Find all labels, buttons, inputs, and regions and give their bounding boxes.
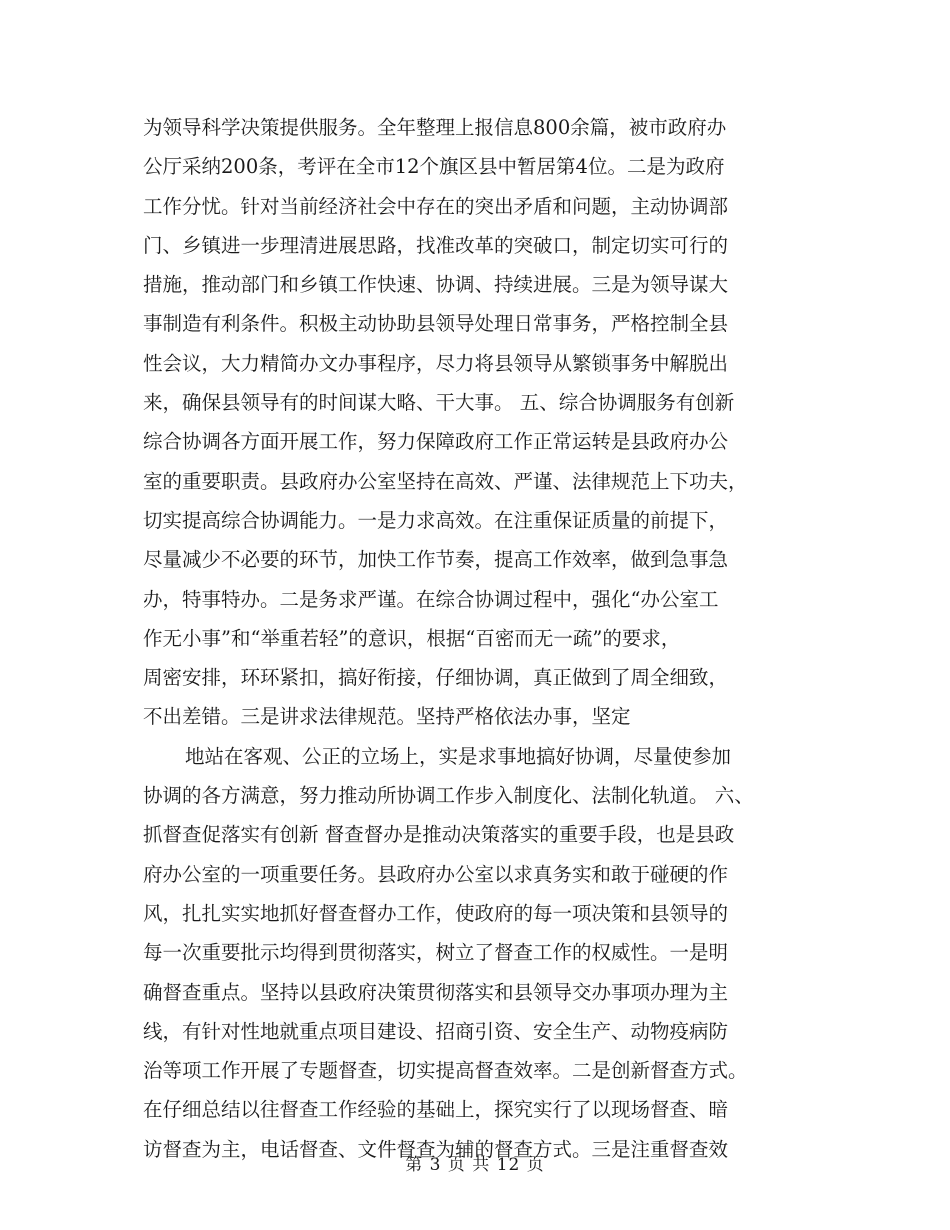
text-line: 来，确保县领导有的时间谋大略、干大事。 五、综合协调服务有创新: [143, 391, 735, 415]
text-line: 为领导科学决策提供服务。全年整理上报信息800余篇，被市政府办: [143, 116, 727, 139]
text-line: 不出差错。三是讲求法律规范。坚持严格依法办事，坚定: [143, 705, 631, 729]
text-line: 抓督查促落实有创新 督查督办是推动决策落实的重要手段，也是县政: [143, 823, 735, 847]
text-line: 周密安排，环环紧扣，搞好衔接，仔细协调，真正做到了周全细致，: [143, 666, 729, 690]
text-line: 治等项工作开展了专题督查，切实提高督查效率。二是创新督查方式。: [143, 1059, 748, 1083]
text-line: 确督查重点。坚持以县政府决策贯彻落实和县领导交办事项办理为主: [143, 980, 729, 1004]
page-number-footer: 第 3 页 共 12 页: [405, 1155, 545, 1175]
text-line: 公厅采纳200条，考评在全市12个旗区县中暂居第4位。二是为政府: [143, 155, 725, 179]
paragraph-start-line: 地站在客观、公正的立场上，实是求事地搞好协调，尽量使参加: [185, 744, 732, 768]
body-text: [143, 108, 813, 1169]
text-line: 措施，推动部门和乡镇工作快速、协调、持续进展。三是为领导谋大: [143, 273, 729, 297]
text-line: 性会议，大力精简办文办事程序，尽力将县领导从繁锁事务中解脱出: [143, 351, 729, 375]
text-line: 访督查为主，电话督查、文件督查为辅的督查方式。三是注重督查效: [143, 1137, 729, 1161]
text-line: 综合协调各方面开展工作，努力保障政府工作正常运转是县政府办公: [143, 430, 729, 454]
text-line: 门、乡镇进一步理清进展思路，找准改革的突破口，制定切实可行的: [143, 233, 729, 257]
text-line: 室的重要职责。县政府办公室坚持在高效、严谨、法律规范上下功夫，: [143, 469, 748, 493]
text-line: 作无小事”和“举重若轻”的意识，根据“百密而无一疏”的要求，: [143, 626, 681, 650]
text-line: 尽量减少不必要的环节，加快工作节奏，提高工作效率，做到急事急: [143, 548, 729, 572]
text-line: 事制造有利条件。积极主动协助县领导处理日常事务，严格控制全县: [143, 312, 729, 336]
text-line: 风，扎扎实实地抓好督查督办工作，使政府的每一项决策和县领导的: [143, 901, 729, 925]
text-line: 工作分忧。针对当前经济社会中存在的突出矛盾和问题，主动协调部: [143, 194, 729, 218]
text-line: 在仔细总结以往督查工作经验的基础上，探究实行了以现场督查、暗: [143, 1098, 729, 1122]
text-line: 线，有针对性地就重点项目建设、招商引资、安全生产、动物疫病防: [143, 1019, 729, 1043]
text-line: 协调的各方满意，努力推动所协调工作步入制度化、法制化轨道。 六、: [143, 784, 754, 808]
text-line: 府办公室的一项重要任务。县政府办公室以求真务实和敢于碰硬的作: [143, 862, 729, 886]
text-line: 切实提高综合协调能力。一是力求高效。在注重保证质量的前提下，: [143, 508, 729, 532]
text-line: 每一次重要批示均得到贯彻落实，树立了督查工作的权威性。一是明: [143, 941, 729, 965]
text-line: 办，特事特办。二是务求严谨。在综合协调过程中，强化“办公室工: [143, 587, 719, 611]
